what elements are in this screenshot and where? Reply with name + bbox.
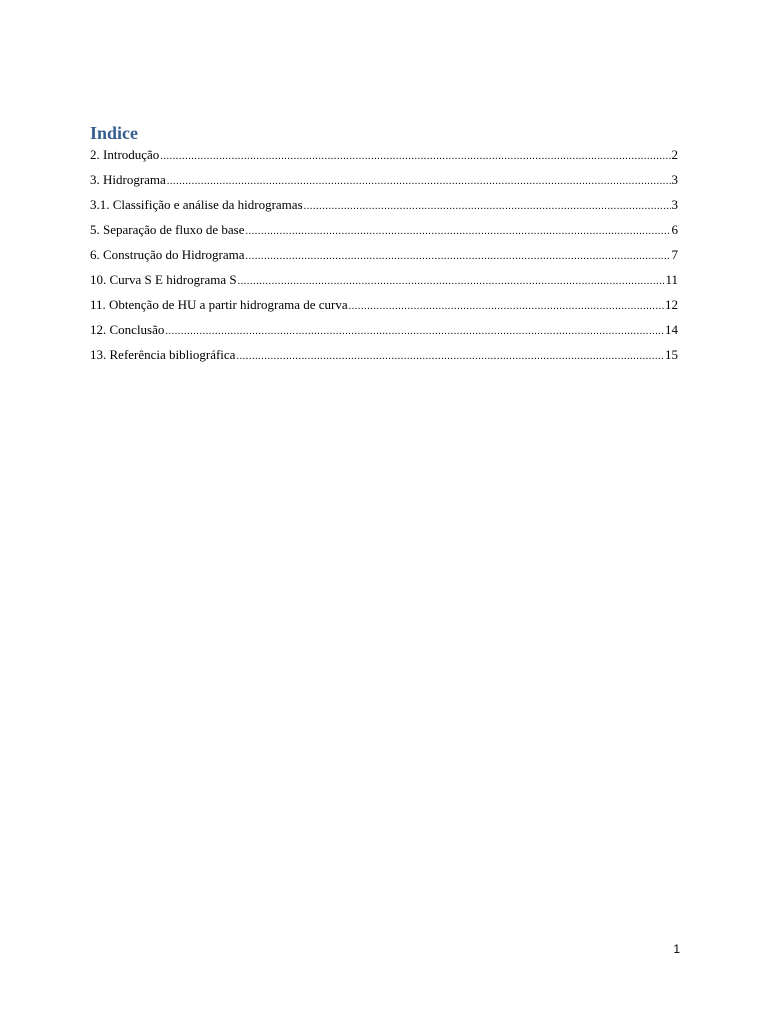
toc-dot-leader <box>165 322 664 342</box>
toc-entry-conclusao[interactable] <box>90 320 678 345</box>
toc-heading: Indice <box>90 123 139 143</box>
table-of-contents <box>90 145 678 370</box>
toc-entry-page: 3 <box>671 197 678 212</box>
toc-entry-obtencao-hu[interactable] <box>90 295 678 320</box>
toc-entry-classificacao[interactable] <box>90 195 678 220</box>
toc-entry-title: 12. Conclusão <box>90 322 165 337</box>
toc-entry-title: 3.1. Classifição e análise da hidrogramas <box>90 197 303 212</box>
toc-entry-title: 11. Obtenção de HU a partir hidrograma de curva <box>90 297 348 312</box>
toc-entry-page: 14 <box>665 322 678 337</box>
toc-entry-title: 3. Hidrograma <box>90 172 166 187</box>
toc-dot-leader <box>246 247 671 267</box>
toc-entry-introducao[interactable] <box>90 145 678 170</box>
toc-entry-title: 5. Separação de fluxo de base <box>90 222 245 237</box>
toc-dot-leader <box>167 172 671 192</box>
toc-entry-page: 6 <box>671 222 678 237</box>
toc-entry-separacao[interactable] <box>90 220 678 245</box>
toc-entry-curva-s[interactable] <box>90 270 678 295</box>
toc-entry-hidrograma[interactable] <box>90 170 678 195</box>
toc-dot-leader <box>236 347 664 367</box>
toc-entry-title: 2. Introdução <box>90 147 160 162</box>
toc-entry-title: 6. Construção do Hidrograma <box>90 247 245 262</box>
toc-entry-page: 7 <box>671 247 678 262</box>
toc-dot-leader <box>304 197 671 217</box>
toc-dot-leader <box>246 222 671 242</box>
toc-entry-page: 15 <box>665 347 678 362</box>
toc-entry-title: 10. Curva S E hidrograma S <box>90 272 237 287</box>
toc-entry-construcao[interactable] <box>90 245 678 270</box>
toc-entry-page: 2 <box>671 147 678 162</box>
toc-dot-leader <box>349 297 664 317</box>
toc-entry-page: 11 <box>665 272 678 287</box>
page-number: 1 <box>673 942 680 956</box>
toc-entry-page: 12 <box>665 297 678 312</box>
toc-dot-leader <box>238 272 665 292</box>
toc-entry-referencia[interactable] <box>90 345 678 370</box>
toc-dot-leader <box>160 147 670 167</box>
toc-entry-page: 3 <box>671 172 678 187</box>
toc-entry-title: 13. Referência bibliográfica <box>90 347 236 362</box>
